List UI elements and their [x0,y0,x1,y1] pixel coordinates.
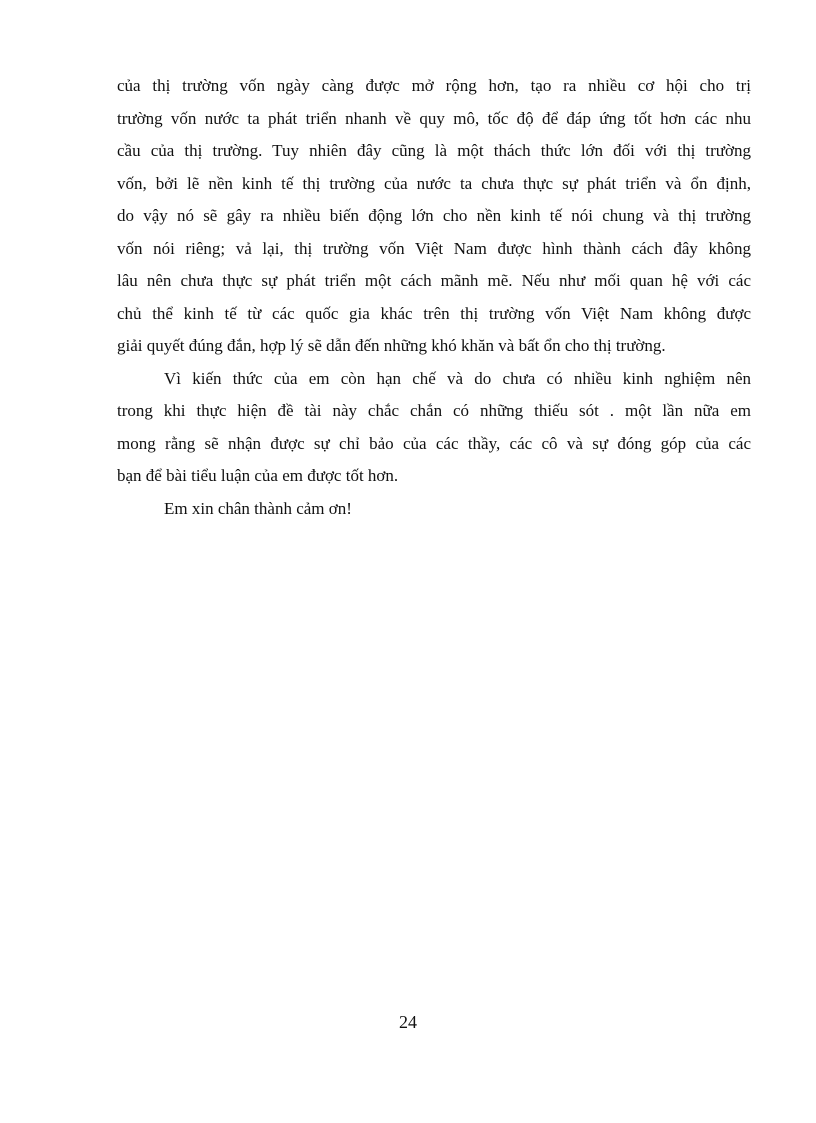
paragraph-line: trong khi thực hiện đề tài này chắc chắn có những thiếu sót . một lần nữa em [117,401,751,420]
paragraph-line: trường vốn nước ta phát triển nhanh về quy mô, tốc độ để đáp ứng tốt hơn các nhu [117,108,751,128]
paragraph-line: của thị trường vốn ngày càng được mở rộng hơn, tạo ra nhiều cơ hội cho trị [117,76,751,95]
document-body [117,70,751,525]
paragraph-line: chủ thể kinh tế từ các quốc gia khác trên thị trường vốn Việt Nam không được [117,303,751,323]
paragraph-line: Vì kiến thức của em còn hạn chế và do chưa có nhiều kinh nghiệm nên [164,368,751,388]
paragraph-line: lâu nên chưa thực sự phát triển một cách mãnh mẽ. Nếu như mối quan hệ với các [117,271,751,290]
paragraph-line: mong rằng sẽ nhận được sự chỉ bảo của các thầy, các cô và sự đóng góp của các [117,433,751,453]
paragraph-acknowledgement [117,363,751,493]
paragraph-line: do vậy nó sẽ gây ra nhiều biến động lớn cho nền kinh tế nói chung và thị trường [117,206,751,225]
paragraph-line: vốn, bởi lẽ nền kinh tế thị trường của nước ta chưa thực sự phát triển và ổn định, [117,173,751,193]
thanks-line: Em xin chân thành cảm ơn! [164,498,352,518]
paragraph-line: vốn nói riêng; vả lại, thị trường vốn Việt Nam được hình thành cách đây không [117,238,751,258]
paragraph-market-challenges [117,70,751,363]
paragraph-thanks [117,493,751,526]
page-number: 24 [399,1012,417,1032]
paragraph-line: cầu của thị trường. Tuy nhiên đây cũng là một thách thức lớn đối với thị trường [117,141,751,160]
paragraph-line: giải quyết đúng đắn, hợp lý sẽ dẫn đến những khó khăn và bất ổn cho thị trường. [117,336,666,355]
paragraph-line: bạn để bài tiểu luận của em được tốt hơn. [117,466,399,485]
